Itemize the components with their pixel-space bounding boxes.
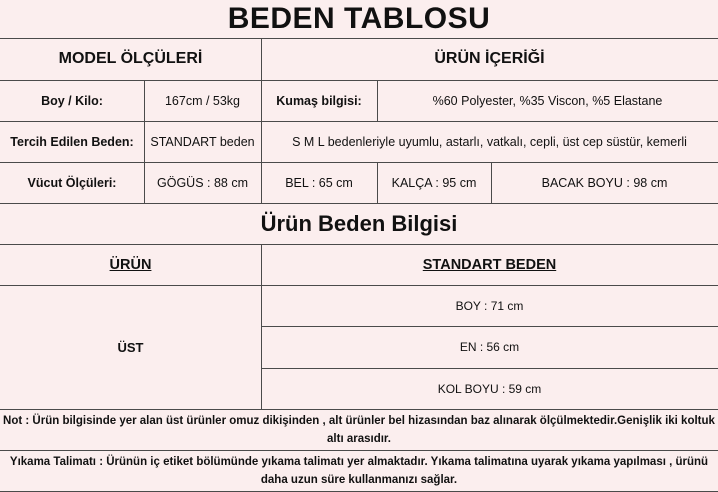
body-measurements-label: Vücut Ölçüleri: (27, 175, 117, 190)
height-weight-value: 167cm / 53kg (164, 93, 241, 108)
product-content-heading: ÜRÜN İÇERİĞİ (434, 50, 545, 67)
fabric-label: Kumaş bilgisi: (276, 93, 362, 108)
preferred-size-label: Tercih Edilen Beden: (10, 134, 134, 149)
height-weight-label: Boy / Kilo: (41, 93, 103, 108)
top-garment-label: ÜST (117, 339, 144, 355)
waist-measurement: BEL : 65 cm (285, 175, 353, 190)
product-description: S M L bedenleriyle uyumlu, astarlı, vatkalı, cepli, üst cep süstür, kemerli (292, 134, 687, 149)
page-title: BEDEN TABLOSU (227, 2, 491, 35)
product-column-header: ÜRÜN (109, 256, 152, 273)
washing-instructions: Yıkama Talimatı : Ürünün iç etiket bölümünde yıkama talimatı yer almaktadır. Yıkama talimatına uyarak yıkama yapılması , ürünü daha uzun süre kullanmanızı sağlar. (9, 455, 709, 486)
chest-measurement: GÖGÜS : 88 cm (157, 175, 248, 190)
length-measurement: BOY : 71 cm (455, 298, 524, 313)
model-measurements-heading: MODEL ÖLÇÜLERİ (58, 50, 203, 67)
sleeve-length-measurement: KOL BOYU : 59 cm (437, 381, 542, 396)
preferred-size-value: STANDART beden (150, 134, 255, 149)
leg-length-measurement: BACAK BOYU : 98 cm (541, 175, 668, 190)
fabric-value: %60 Polyester, %35 Viscon, %5 Elastane (432, 93, 663, 108)
size-info-title: Ürün Beden Bilgisi (260, 210, 458, 236)
standard-size-column-header: STANDART BEDEN (422, 256, 557, 273)
hip-measurement: KALÇA : 95 cm (391, 175, 477, 190)
width-measurement: EN : 56 cm (459, 340, 520, 354)
measurement-note: Not : Ürün bilgisinde yer alan üst ürünler omuz dikişinden , alt ürünler bel hizasından baz alınarak ölçülmektedir.Genişlik iki koltuk altı arasıdır. (3, 414, 715, 445)
